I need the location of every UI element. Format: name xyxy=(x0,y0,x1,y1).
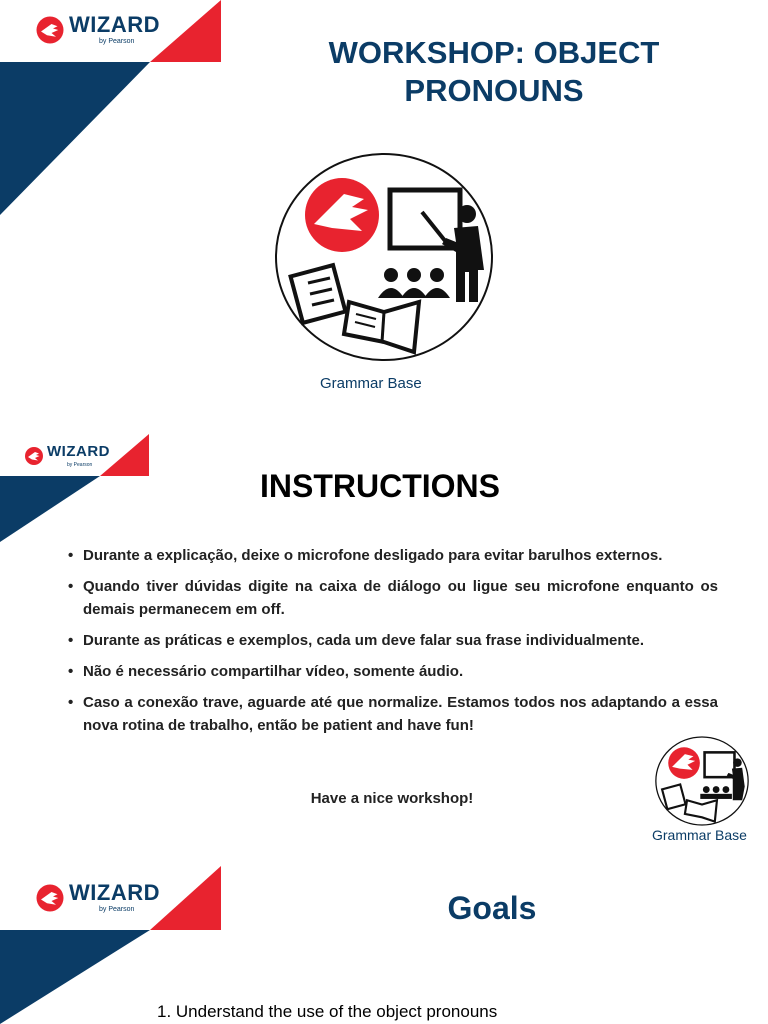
logo-tagline: by Pearson xyxy=(99,38,135,45)
checklist-icon xyxy=(662,784,685,809)
slide-instructions xyxy=(0,434,768,862)
eagle-logo-icon xyxy=(24,446,44,466)
list-item: • Quando tiver dúvidas digite na caixa de diálogo ou ligue seu microfone enquanto os demais permanecem em off. xyxy=(68,575,718,621)
wizard-logo xyxy=(35,14,160,45)
eagle-logo-icon xyxy=(305,178,379,252)
checklist-icon xyxy=(291,265,346,323)
instructions-title: INSTRUCTIONS xyxy=(260,468,500,504)
illustration-caption: Grammar Base xyxy=(320,375,422,392)
wizard-logo xyxy=(35,882,160,913)
grammar-base-illustration xyxy=(274,152,494,362)
grammar-base-illustration xyxy=(655,736,749,826)
page-title xyxy=(260,34,728,110)
list-item: • Durante a explicação, deixe o microfone desligado para evitar barulhos externos. xyxy=(68,544,718,567)
instructions-list xyxy=(68,544,718,745)
illustration-caption: Grammar Base xyxy=(652,827,747,843)
logo-wordmark: WIZARD xyxy=(69,880,160,905)
title-line-2: PRONOUNS xyxy=(404,73,584,108)
title-line-1: WORKSHOP: OBJECT xyxy=(328,35,660,70)
list-item: • Caso a conexão trave, aguarde até que normalize. Estamos todos nos adaptando a essa nova rotina de trabalho, então be patient and have fun! xyxy=(68,691,718,737)
slide-goals xyxy=(0,866,768,1024)
eagle-logo-icon xyxy=(35,883,65,913)
goals-title: Goals xyxy=(447,890,537,926)
list-item: 1. Understand the use of the object pronouns xyxy=(157,1002,498,1021)
closing-line: Have a nice workshop! xyxy=(310,790,474,807)
logo-tagline: by Pearson xyxy=(67,462,93,468)
wizard-logo xyxy=(24,443,110,468)
logo-wordmark: WIZARD xyxy=(69,12,160,37)
eagle-logo-icon xyxy=(668,747,700,779)
slide-title xyxy=(0,0,768,412)
grammar-base-badge xyxy=(650,729,758,849)
logo-tagline: by Pearson xyxy=(99,906,135,913)
list-item: • Não é necessário compartilhar vídeo, somente áudio. xyxy=(68,660,718,683)
logo-wordmark: WIZARD xyxy=(47,443,110,460)
eagle-logo-icon xyxy=(35,15,65,45)
list-item: • Durante as práticas e exemplos, cada um deve falar sua frase individualmente. xyxy=(68,629,718,652)
audience-icon xyxy=(700,786,732,799)
